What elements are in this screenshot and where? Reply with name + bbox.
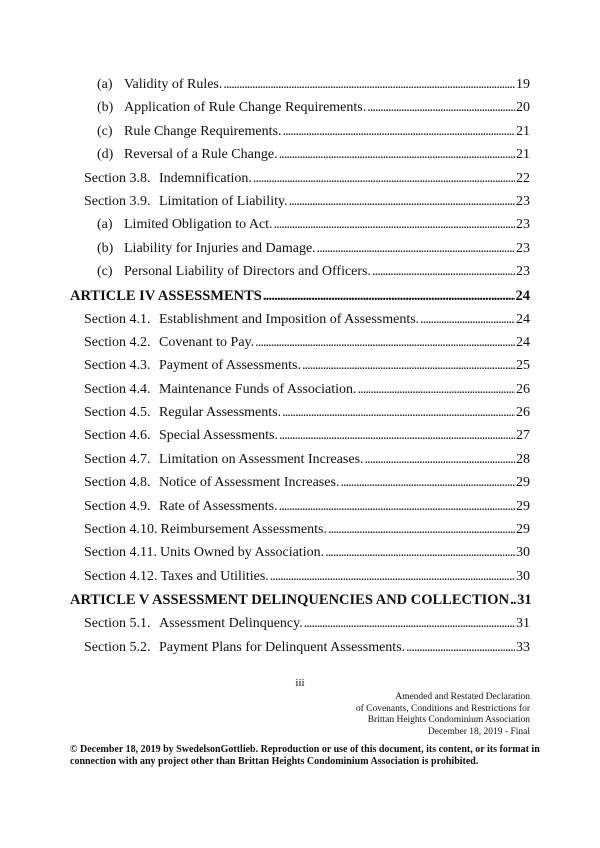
toc-entry-title: Units Owned by Association.	[159, 545, 325, 561]
toc-entry-number: Section 4.7.	[84, 451, 151, 467]
toc-entry[interactable]	[0, 451, 600, 474]
toc-entry-title: Validity of Rules.	[124, 77, 223, 92]
toc-entry-page: 24	[515, 287, 530, 304]
dot-leader	[340, 474, 515, 492]
toc-entry-number: Section 4.3.	[84, 358, 151, 374]
document-footer	[356, 692, 530, 738]
toc-entry-title: Indemnification.	[159, 170, 252, 186]
toc-entry-page: 29	[516, 522, 530, 538]
toc-entry-title: Reimbursement Assessments.	[160, 522, 327, 538]
toc-article-entry[interactable]	[0, 287, 600, 311]
toc-entry-title: Application of Rule Change Requirements.	[124, 100, 367, 116]
toc-entry[interactable]	[0, 381, 600, 404]
dot-leader	[270, 568, 515, 586]
toc-entry[interactable]	[0, 193, 600, 216]
toc-entry-page: 24	[516, 311, 530, 327]
toc-entry-title: Limitation on Assessment Increases.	[159, 451, 364, 467]
dot-leader	[420, 311, 515, 329]
toc-entry-number: Section 5.1.	[84, 616, 151, 632]
dot-leader	[253, 170, 515, 188]
toc-entry[interactable]	[0, 170, 600, 193]
toc-entry-title: Covenant to Pay.	[159, 334, 255, 350]
dot-leader	[289, 193, 515, 211]
dot-leader	[223, 76, 515, 94]
toc-entry-number: Section 4.2.	[84, 334, 151, 350]
dot-leader	[328, 521, 515, 539]
dot-leader	[255, 334, 515, 352]
toc-entry-number: (a)	[97, 77, 113, 92]
toc-entry-number: Section 4.4.	[84, 381, 151, 397]
dot-leader	[304, 615, 515, 633]
toc-entry-title: Limited Obligation to Act.	[124, 217, 273, 233]
toc-entry-page: 23	[516, 264, 530, 280]
dot-leader	[279, 146, 515, 164]
toc-entry[interactable]	[0, 334, 600, 357]
toc-entry-page: 30	[516, 568, 530, 584]
toc-entry-number: (d)	[97, 147, 114, 163]
toc-entry-number: Section 4.11.	[84, 545, 157, 561]
toc-entry-number: Section 4.6.	[84, 428, 151, 444]
dot-leader	[365, 451, 515, 469]
toc-entry[interactable]	[0, 357, 600, 380]
toc-entry[interactable]	[0, 99, 600, 122]
table-of-contents	[0, 76, 600, 662]
toc-entry-page: 29	[516, 498, 530, 514]
toc-entry-number: Section 4.10.	[84, 522, 158, 538]
toc-entry[interactable]	[0, 216, 600, 239]
toc-entry-page: 21	[516, 147, 530, 163]
toc-entry-page: 27	[516, 428, 530, 444]
toc-entry-page: 25	[516, 358, 530, 374]
toc-entry-number: Section 5.2.	[84, 639, 151, 655]
toc-entry-title: Regular Assessments.	[159, 405, 282, 421]
dot-leader	[406, 639, 515, 657]
toc-entry-title: Liability for Injuries and Damage.	[124, 240, 316, 256]
toc-entry-page: 20	[516, 100, 530, 116]
toc-entry-page: 21	[516, 123, 530, 139]
toc-entry-number: Section 4.1.	[84, 311, 151, 327]
toc-entry-page: 23	[516, 217, 530, 233]
toc-entry-number: Section 4.12.	[84, 568, 158, 584]
dot-leader	[317, 240, 515, 258]
footer-line: of Covenants, Conditions and Restrictions for	[355, 703, 530, 714]
toc-entry-title: Personal Liability of Directors and Officers.	[124, 264, 372, 280]
toc-entry[interactable]	[0, 544, 600, 567]
toc-entry-title: Reversal of a Rule Change.	[124, 147, 278, 163]
toc-entry-title: Rule Change Requirements.	[124, 123, 282, 139]
toc-entry-title: ARTICLE V ASSESSMENT DELINQUENCIES AND COLLECTION	[70, 592, 510, 609]
dot-leader	[263, 287, 515, 305]
toc-entry-page: 24	[516, 334, 530, 350]
toc-entry-page: 30	[516, 545, 530, 561]
toc-entry-title: ARTICLE IV ASSESSMENTS	[70, 287, 262, 304]
toc-entry-number: Section 3.9.	[84, 193, 151, 209]
toc-entry-page: 19	[516, 77, 530, 92]
toc-entry-number: Section 4.5.	[84, 405, 151, 421]
toc-entry-page: 23	[516, 240, 530, 256]
dot-leader	[510, 591, 516, 609]
dot-leader	[302, 357, 515, 375]
toc-entry-page: 33	[516, 639, 530, 655]
toc-entry-title: Special Assessments.	[159, 428, 278, 444]
dot-leader	[282, 123, 515, 141]
dot-leader	[279, 498, 515, 516]
toc-entry-number: Section 4.9.	[84, 498, 151, 514]
dot-leader	[279, 427, 515, 445]
toc-entry[interactable]	[0, 311, 600, 334]
dot-leader	[367, 99, 515, 117]
dot-leader	[358, 381, 515, 399]
page-number: iii	[295, 677, 305, 689]
toc-entry[interactable]	[0, 498, 600, 521]
toc-entry-number: Section 4.8.	[84, 475, 151, 491]
toc-entry[interactable]	[0, 615, 600, 638]
toc-entry[interactable]	[0, 568, 600, 591]
toc-entry-title: Assessment Delinquency.	[159, 616, 303, 632]
toc-entry-page: 22	[516, 170, 530, 186]
dot-leader	[372, 263, 515, 281]
dot-leader	[282, 404, 515, 422]
toc-entry[interactable]	[0, 146, 600, 169]
toc-entry-title: Taxes and Utilities.	[160, 568, 269, 584]
toc-entry-title: Payment Plans for Delinquent Assessments.	[159, 639, 406, 655]
footer-line: Brittan Heights Condominium Association	[367, 715, 530, 725]
toc-entry-page: 23	[516, 193, 530, 209]
toc-entry-title: Limitation of Liability.	[159, 193, 288, 209]
toc-entry[interactable]	[0, 76, 600, 99]
dot-leader	[325, 544, 515, 562]
toc-entry-page: 26	[516, 381, 530, 397]
toc-entry-page: 29	[516, 475, 530, 491]
toc-entry-number: (b)	[97, 100, 114, 116]
toc-entry-title: Rate of Assessments.	[159, 498, 278, 514]
toc-entry[interactable]	[0, 474, 600, 497]
copyright-notice: © December 18, 2019 by SwedelsonGottlieb. Reproduction or use of this document, its content, or its format in connection with any project other than Brittan Heights Condominium Association is prohibited.	[70, 744, 540, 767]
toc-entry[interactable]	[0, 404, 600, 427]
toc-entry-page: 26	[516, 405, 530, 421]
toc-article-entry[interactable]	[0, 591, 600, 615]
toc-entry[interactable]	[0, 263, 600, 286]
toc-entry-number: (c)	[97, 264, 113, 280]
toc-entry-page: 28	[516, 451, 530, 467]
toc-entry[interactable]	[0, 427, 600, 450]
toc-entry-page: 31	[517, 592, 532, 609]
toc-entry[interactable]	[0, 639, 600, 662]
toc-entry[interactable]	[0, 240, 600, 263]
toc-entry[interactable]	[0, 521, 600, 544]
toc-entry-page: 31	[516, 616, 530, 632]
toc-entry-number: (c)	[97, 123, 113, 139]
toc-entry-number: Section 3.8.	[84, 170, 151, 186]
footer-line: Amended and Restated Declaration	[395, 692, 530, 702]
toc-entry-title: Payment of Assessments.	[159, 358, 301, 374]
toc-entry-title: Notice of Assessment Increases.	[159, 475, 340, 491]
toc-entry-number: (a)	[97, 217, 113, 233]
toc-entry[interactable]	[0, 123, 600, 146]
toc-entry-number: (b)	[97, 240, 114, 256]
toc-entry-title: Establishment and Imposition of Assessments.	[159, 311, 420, 327]
footer-line: December 18, 2019 - Final	[427, 726, 530, 737]
dot-leader	[274, 216, 515, 234]
toc-entry-title: Maintenance Funds of Association.	[159, 381, 357, 397]
